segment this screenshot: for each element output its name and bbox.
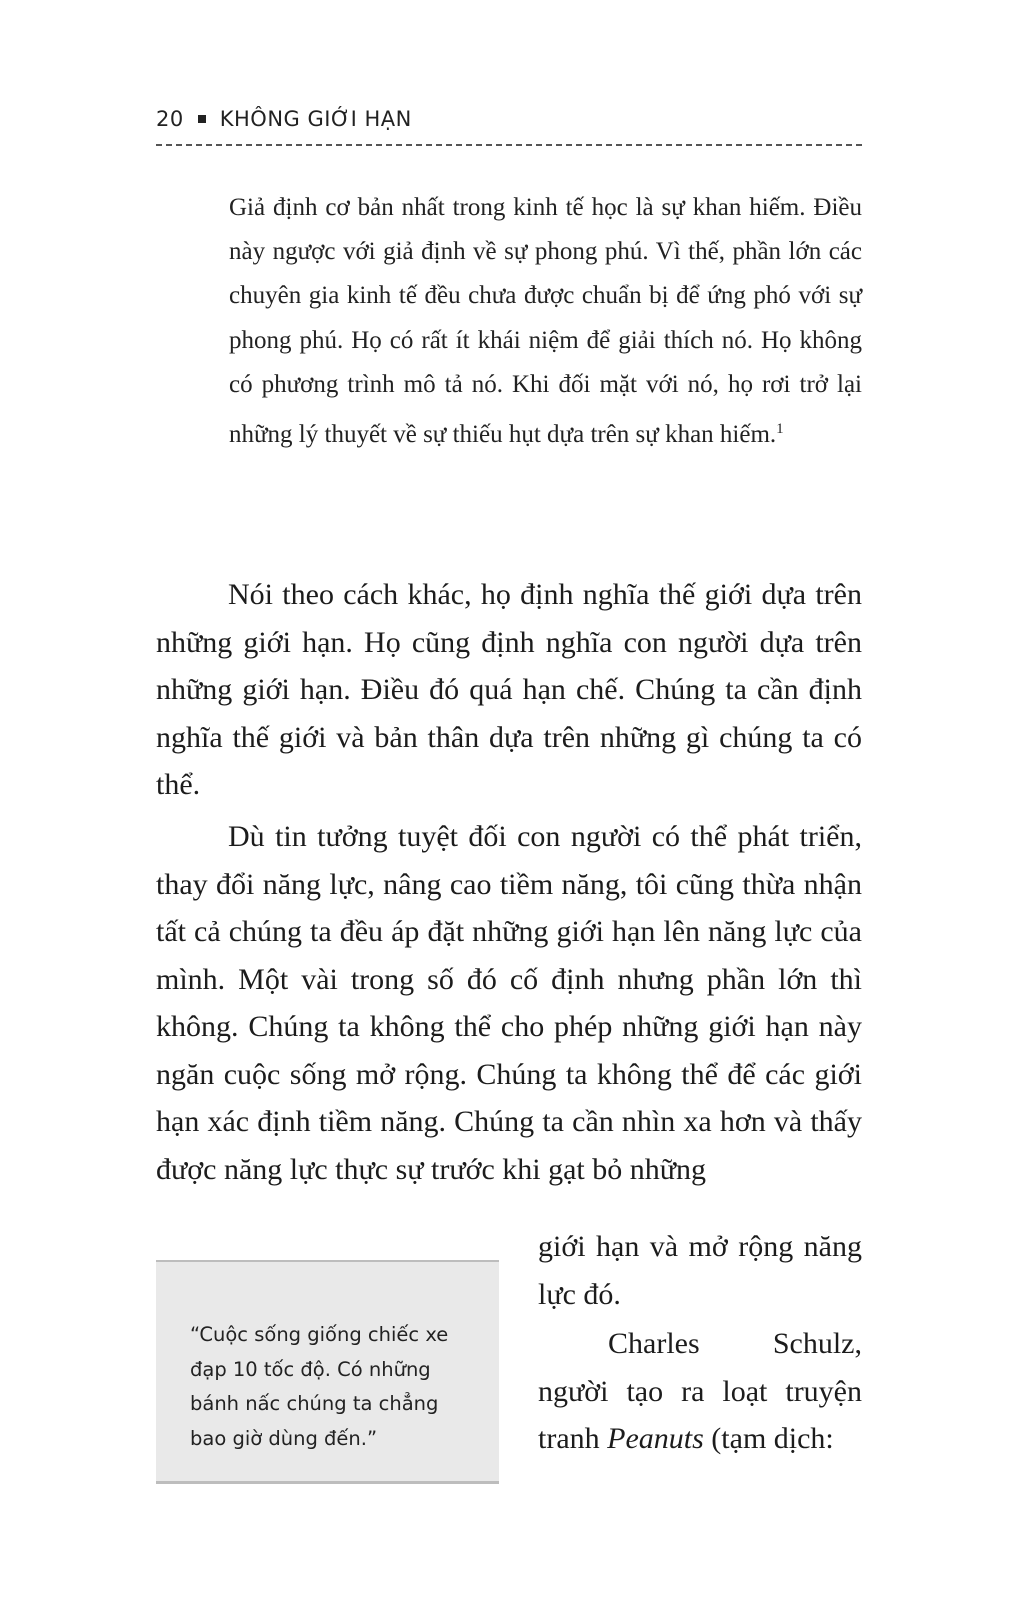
paragraph-3-end: (tạm dịch: (711, 1422, 834, 1455)
quoted-passage (229, 186, 862, 457)
quoted-passage-text: Giả định cơ bản nhất trong kinh tế học là sự khan hiếm. Điều này ngược với giả định về sự phong phú. Vì thế, phần lớn các chuyên gia kinh tế đều chưa được chuẩn bị để ứng phó với sự phong phú. Họ có rất ít khái niệm để giải thích nó. Họ không có phương trình mô tả nó. Khi đối mặt với nó, họ rơi trở lại những lý thuyết về sự thiếu hụt dựa trên sự khan hiếm. (229, 194, 862, 449)
header-dashed-rule (156, 144, 862, 146)
paragraph-3-start: Charles Schulz, người tạo ra loạt truyện tranh (538, 1327, 862, 1455)
peanuts-title: Peanuts (607, 1422, 704, 1455)
paragraph-3 (538, 1320, 862, 1463)
separator-square-icon (198, 115, 206, 123)
paragraph-1: Nói theo cách khác, họ định nghĩa thế giới dựa trên những giới hạn. Họ cũng định nghĩa con người dựa trên những giới hạn. Điều đó quá hạn chế. Chúng ta cần định nghĩa thế giới và bản thân dựa trên những gì chúng ta có thể. (156, 578, 862, 801)
running-header (156, 107, 862, 131)
page-number: 20 (156, 107, 184, 131)
paragraph-2: Dù tin tưởng tuyệt đối con người có thể phát triển, thay đổi năng lực, nâng cao tiềm năng, tôi cũng thừa nhận tất cả chúng ta đều áp đặt những giới hạn lên năng lực của mình. Một vài trong số đó cố định nhưng phần lớn thì không. Chúng ta không thể cho phép những giới hạn này ngăn cuộc sống mở rộng. Chúng ta không thể để các giới hạn xác định tiềm năng. Chúng ta cần nhìn xa hơn và thấy được năng lực thực sự trước khi gạt bỏ những (156, 820, 862, 1186)
book-title: KHÔNG GIỚI HẠN (219, 107, 412, 131)
paragraph-2-continued: giới hạn và mở rộng năng lực đó. (538, 1230, 862, 1311)
pull-quote-box (156, 1260, 499, 1484)
pull-quote-text: “Cuộc sống giống chiếc xe đạp 10 tốc độ. Có những bánh nấc chúng ta chẳng bao giờ dùng đến.” (190, 1323, 449, 1450)
footnote-mark: 1 (776, 421, 784, 438)
page-header (156, 107, 862, 147)
